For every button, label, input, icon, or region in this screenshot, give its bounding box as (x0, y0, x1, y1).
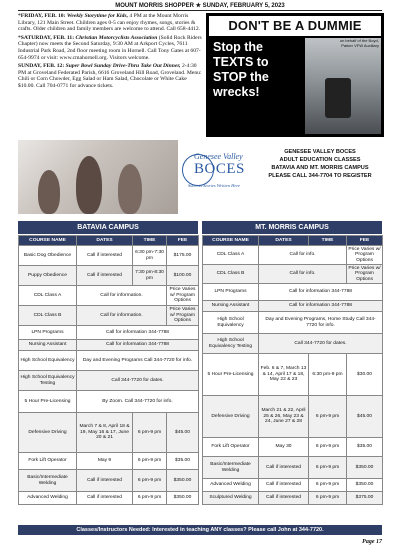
table-row (19, 246, 199, 266)
fee-cell: $30.00 (347, 354, 383, 396)
table-row (19, 470, 199, 492)
column-header: TIME (309, 236, 347, 246)
fee-cell: $350.00 (167, 492, 199, 505)
boces-banner (18, 140, 382, 214)
dates-cell: Call if interested (259, 479, 309, 492)
fee-cell: $350.00 (347, 479, 383, 492)
column-header: COURSE NAME (19, 236, 77, 246)
table-row (203, 396, 383, 438)
batavia-campus-title: BATAVIA CAMPUS (18, 221, 198, 234)
table-row (19, 286, 199, 306)
info-cell: Call for information 344-7788 (77, 326, 199, 340)
course-name-cell: High School Equivalency Testing (19, 371, 77, 391)
event-title: Super Bowl Sunday Drive-Thru Take Out Dinner, (65, 63, 181, 70)
table-row (19, 453, 199, 470)
course-name-cell: CDL Class A (19, 286, 77, 306)
column-header: DATES (77, 236, 133, 246)
ad-headline: DON'T BE A DUMMIE (209, 16, 381, 36)
time-cell: 6 pm-9 pm (309, 492, 347, 505)
time-cell: 6 pm-9 pm (309, 457, 347, 479)
instructors-needed-banner: Classes/Instructors Needed: Interested in teaching ANY classes? Please call John at 344-7720. (18, 525, 382, 535)
batavia-table (18, 235, 199, 505)
column-header: FEE (167, 236, 199, 246)
phone-icon (325, 78, 351, 118)
dates-cell: Feb. 6 & 7, March 13 & 14, April 17 & 18, May 22 & 23 (259, 354, 309, 396)
course-name-cell: CDL Class B (203, 265, 259, 284)
dates-cell: Call for info. (259, 265, 347, 284)
course-name-cell: 5 Hour Pre-Licensing (19, 391, 77, 413)
table-row (203, 301, 383, 312)
fee-cell: $375.00 (347, 492, 383, 505)
dates-cell: Call for info. (259, 246, 347, 265)
person-figure (38, 170, 60, 214)
course-name-cell: Fork Lift Operator (19, 453, 77, 470)
time-cell: 6 pm-9 pm (133, 470, 167, 492)
column-header: DATES (259, 236, 309, 246)
event-body: 4 PM at the Mount Morris Library, 121 Main Street. Children ages 0-5 can enjoy rhymes, songs, stories & crafts. Older children and family members are welcome to attend. Call 658-4412. (18, 13, 201, 33)
info-cell: Call for information 344-7788 (259, 301, 383, 312)
time-cell: 6 pm-9 pm (309, 438, 347, 457)
mtmorris-campus-title: MT. MORRIS CAMPUS (202, 221, 382, 234)
table-row (19, 266, 199, 286)
table-row (19, 326, 199, 340)
boces-line: PLEASE CALL 344-7704 TO REGISTER (268, 173, 372, 179)
table-row (19, 306, 199, 326)
fee-cell: $45.00 (167, 413, 199, 453)
info-cell: Call for information 344-7788 (77, 340, 199, 351)
ad-line: Stop the (213, 40, 263, 54)
logo-text: BOCES (194, 161, 245, 177)
course-name-cell: Basic Dog Obedience (19, 246, 77, 266)
boces-logo (178, 144, 256, 208)
course-name-cell: Defensive Driving (19, 413, 77, 453)
fee-cell: $35.00 (167, 453, 199, 470)
info-cell: By Zoom. Call 344-7720 for info. (77, 391, 199, 413)
course-name-cell: Defensive Driving (203, 396, 259, 438)
header-rule (18, 10, 382, 11)
course-name-cell: Advanced Welding (203, 479, 259, 492)
dates-cell: May 30 (259, 438, 309, 457)
event-body: 2-4:30 PM at Groveland Federated Parish, 6616 Groveland Hill Road, Groveland. Menu: Chili or Corn Chowder, Egg Salad or Ham Salad, Chocolate or White Cake $10.00. Call 704-0771 for advance tickets. (18, 63, 202, 89)
dates-cell: Call if interested (77, 266, 133, 286)
fee-cell: $45.00 (347, 396, 383, 438)
event-item (18, 13, 202, 33)
time-cell: 6 pm-9 pm (309, 396, 347, 438)
fee-cell: Price Varies w/ Program Options (167, 286, 199, 306)
boces-line: ADULT EDUCATION CLASSES (279, 157, 361, 163)
time-cell: 6 pm-9 pm (309, 479, 347, 492)
table-row (203, 492, 383, 505)
fee-cell: $350.00 (167, 470, 199, 492)
events-column (18, 13, 202, 92)
ad-sponsor: on behalf of the Boyd-Parker VFW Auxiliary (339, 38, 379, 48)
dates-cell: March 7 & 8, April 18 & 19, May 16 & 17, June 20 & 21 (77, 413, 133, 453)
fee-cell: Price Varies w/ Program Options (167, 306, 199, 326)
event-date: SUNDAY, FEB. 12: (18, 63, 65, 70)
table-row (19, 391, 199, 413)
table-row (19, 351, 199, 371)
table-row (19, 371, 199, 391)
mtmorris-table (202, 235, 383, 505)
course-name-cell: Advanced Welding (19, 492, 77, 505)
time-cell: 6:30 pm-9 pm (309, 354, 347, 396)
table-row (203, 334, 383, 354)
person-figure (76, 156, 102, 214)
dates-cell: May 9 (77, 453, 133, 470)
course-name-cell: Sculptured Welding (203, 492, 259, 505)
event-date: *SATURDAY, FEB. 11: (18, 34, 75, 41)
person-figure (118, 164, 142, 214)
event-title: Christian Motorcyclists Association (75, 34, 158, 41)
ad-message (213, 40, 309, 100)
course-name-cell: High School Equivalency (19, 351, 77, 371)
ad-line: STOP the (213, 70, 269, 84)
course-name-cell: Fork Lift Operator (203, 438, 259, 457)
course-name-cell: 5 Hour Pre-Licensing (203, 354, 259, 396)
classroom-photo (18, 140, 178, 214)
course-name-cell: High School Equivalency Testing (203, 334, 259, 354)
course-name-cell: CDL Class A (203, 246, 259, 265)
event-title: Weekly Storytime for Kids, (66, 13, 128, 19)
page-header: MOUNT MORRIS SHOPPER ★ SUNDAY, FEBRUARY 5, 2023 (115, 3, 285, 9)
course-name-cell: Basic/Intermediate Welding (203, 457, 259, 479)
dates-cell: Call if interested (259, 457, 309, 479)
ad-line: wrecks! (213, 85, 260, 99)
fee-cell: Price Varies w/ Program Options (348, 246, 381, 263)
logo-tagline: Success Stories Written Here (188, 183, 240, 188)
dates-cell: Call if interested (259, 492, 309, 505)
table-row (19, 492, 199, 505)
course-name-cell: High School Equivalency (203, 312, 259, 334)
event-body: (Solid Rock Riders Chapter) now meets the Second Saturday, 9:30 AM at Arkport Cycles, 7611 Industrial Park Road, 2nd floor meeting room in Hornell. Call Tony Gates at 607-654-9974 or visit: www.cmahornell.org. Visitors welcome. (18, 34, 202, 61)
dont-text-ad (206, 13, 384, 137)
table-row (203, 265, 383, 284)
boces-info (258, 148, 382, 180)
page-number: Page 17 (362, 539, 382, 545)
time-cell: 7:30 pm-8:30 pm (133, 266, 167, 286)
event-item (18, 63, 202, 89)
course-name-cell: LPN Programs (203, 284, 259, 301)
time-cell: 6:30 pm-7:30 pm (133, 246, 167, 266)
event-item (18, 35, 202, 61)
fee-cell: $350.00 (347, 457, 383, 479)
table-row (203, 438, 383, 457)
table-row (203, 246, 383, 265)
table-row (203, 479, 383, 492)
column-header: COURSE NAME (203, 236, 259, 246)
table-row (203, 457, 383, 479)
column-header: FEE (347, 236, 383, 246)
fee-cell: Price Varies w/ Program Options (348, 265, 381, 282)
boces-line: BATAVIA AND MT. MORRIS CAMPUS (271, 165, 369, 171)
dates-cell: Call for information. (77, 306, 167, 326)
logo-text: Genesee Valley (194, 152, 243, 161)
course-name-cell: CDL Class B (19, 306, 77, 326)
info-cell: Day and Evening Programs Call 344-7720 for info. (77, 351, 199, 371)
table-row (19, 413, 199, 453)
dates-cell: Call if interested (77, 470, 133, 492)
time-cell: 6 pm-9 pm (133, 413, 167, 453)
fee-cell: $175.00 (167, 246, 199, 266)
info-cell: Day and Evening Programs, Home Study Call 344-7720 for info. (259, 312, 383, 334)
dates-cell: Call if interested (77, 246, 133, 266)
table-row (203, 354, 383, 396)
info-cell: Call 344-7720 for dates. (77, 371, 199, 391)
table-row (203, 312, 383, 334)
dates-cell: Call if interested (77, 492, 133, 505)
course-name-cell: Puppy Obedience (19, 266, 77, 286)
event-date: *FRIDAY, FEB. 10: (18, 13, 66, 19)
time-cell: 6 pm-9 pm (133, 453, 167, 470)
fee-cell: $35.00 (347, 438, 383, 457)
course-name-cell: LPN Programs (19, 326, 77, 340)
info-cell: Call for information 344-7788 (259, 284, 383, 301)
course-name-cell: Basic/Intermediate Welding (19, 470, 77, 492)
boces-line: GENESEE VALLEY BOCES (284, 149, 356, 155)
fee-cell: $100.00 (167, 266, 199, 286)
course-name-cell: Nursing Assistant (19, 340, 77, 351)
table-row (203, 284, 383, 301)
column-header: TIME (133, 236, 167, 246)
time-cell: 6 pm-9 pm (133, 492, 167, 505)
dates-cell: Call for information. (77, 286, 167, 306)
ad-line: TEXTS to (213, 55, 269, 69)
table-row (19, 340, 199, 351)
course-name-cell: Nursing Assistant (203, 301, 259, 312)
info-cell: Call 344-7720 for dates. (259, 334, 383, 354)
dates-cell: March 21 & 22, April 25 & 26, May 23 & 24, June 27 & 28 (259, 396, 309, 438)
